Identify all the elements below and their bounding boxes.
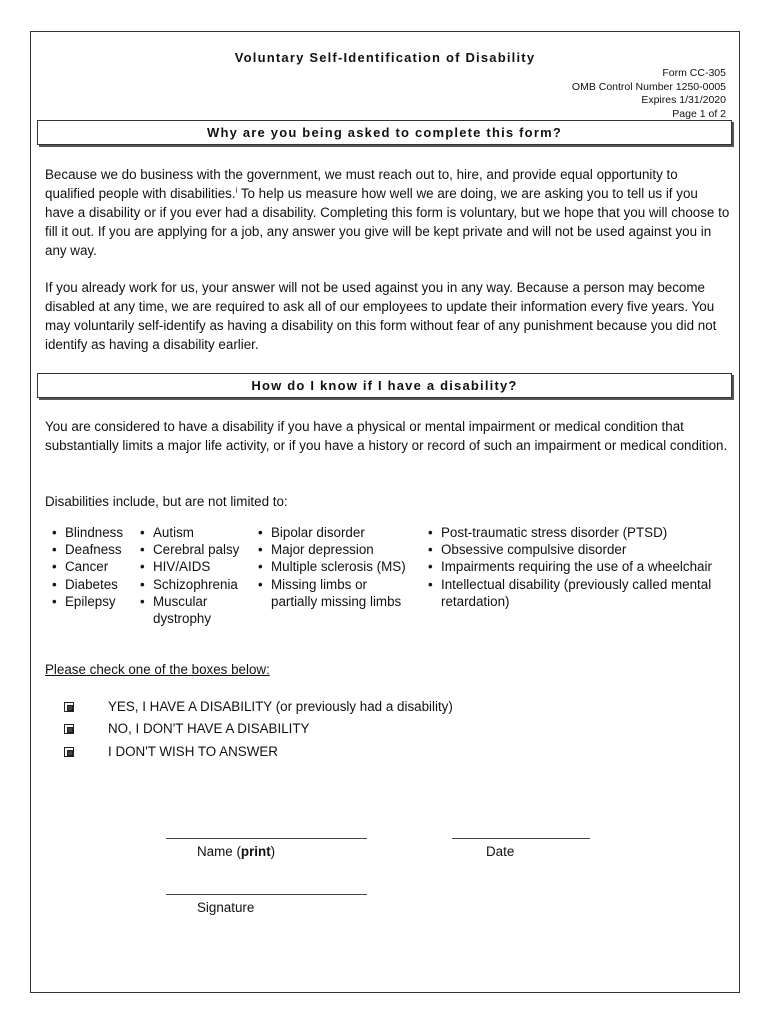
section-heading-how: How do I know if I have a disability?: [37, 373, 732, 398]
disability-list-col-3: [258, 524, 418, 610]
date-line[interactable]: [452, 838, 590, 839]
disabilities-intro: Disabilities include, but are not limited to:: [45, 494, 288, 509]
list-item: • Cancer: [52, 558, 142, 575]
signature-line[interactable]: [166, 894, 367, 895]
list-item: • Multiple sclerosis (MS): [258, 558, 418, 575]
list-item: • Autism: [140, 524, 255, 541]
checkbox-yes[interactable]: [64, 702, 74, 712]
name-label: [197, 844, 275, 859]
signature-label: Signature: [197, 900, 255, 915]
list-item: • Deafness: [52, 541, 142, 558]
footnote-marker: i: [235, 185, 238, 195]
list-item: • Obsessive compulsive disorder: [428, 541, 728, 558]
section-heading-why: Why are you being asked to complete this form?: [37, 120, 732, 145]
option-yes-label: YES, I HAVE A DISABILITY (or previously had a disability): [108, 699, 453, 714]
checkbox-no-answer[interactable]: [64, 747, 74, 757]
form-metadata: [572, 67, 726, 121]
list-item: • HIV/AIDS: [140, 558, 255, 575]
form-number: Form CC-305: [662, 67, 726, 79]
disability-list-col-4: [428, 524, 728, 610]
list-item: • Cerebral palsy: [140, 541, 255, 558]
page-number: Page 1 of 2: [672, 107, 726, 120]
list-item: • Epilepsy: [52, 593, 142, 610]
how-paragraph-1: You are considered to have a disability if you have a physical or mental impairment or medical condition that substantially limits a major life activity, or if you have a history or record of such an impairment or medical condition.: [45, 419, 728, 453]
name-label-text: Name (: [197, 844, 241, 859]
list-item: • Intellectual disability (previously called mental retardation): [428, 576, 728, 610]
list-item: • Schizophrenia: [140, 576, 255, 593]
list-item: • Bipolar disorder: [258, 524, 418, 541]
list-item: • Blindness: [52, 524, 142, 541]
form-title: Voluntary Self-Identification of Disability: [234, 50, 536, 65]
name-line[interactable]: [166, 838, 367, 839]
why-paragraph-1: [45, 165, 730, 260]
list-item: • Diabetes: [52, 576, 142, 593]
disability-list-col-2: [140, 524, 255, 627]
list-item: • Muscular dystrophy: [140, 593, 233, 627]
why-paragraph-1-text-b: To help us measure how well we are doing, we are asking you to tell us if you have a disability or if you ever had a disability. Completing this form is voluntary, but we hope that you will choose to fill it out. If you are applying for a job, any answer you give will be kept private and will not be used against you in any way.: [45, 186, 730, 258]
list-item: • Missing limbs or partially missing limbs: [258, 576, 411, 610]
list-item: • Major depression: [258, 541, 418, 558]
date-label: Date: [486, 844, 515, 859]
option-no-label: NO, I DON'T HAVE A DISABILITY: [108, 721, 310, 736]
checkbox-instruction: Please check one of the boxes below:: [45, 662, 270, 677]
option-no-answer-label: I DON'T WISH TO ANSWER: [108, 744, 278, 759]
why-paragraph-2: If you already work for us, your answer will not be used against you in any way. Because a person may become disabled at any time, we are required to ask all of our employees to update their information every five years. You may voluntarily self-identify as having a disability on this form without fear of any punishment because you did not identify as having a disability earlier.: [45, 280, 717, 352]
omb-number: OMB Control Number 1250-0005: [571, 80, 726, 93]
list-item: • Impairments requiring the use of a wheelchair: [428, 558, 728, 575]
name-label-print: print: [240, 844, 271, 859]
list-item: • Post-traumatic stress disorder (PTSD): [428, 524, 728, 541]
disability-list-col-1: [52, 524, 142, 610]
name-label-close: ): [270, 844, 276, 859]
checkbox-no[interactable]: [64, 724, 74, 734]
expiration-date: Expires 1/31/2020: [641, 94, 726, 106]
why-paragraph-1-text-a: Because we do business with the government, we must reach out to, hire, and provide equal opportunity to qualified people with disabilities.: [45, 167, 678, 201]
